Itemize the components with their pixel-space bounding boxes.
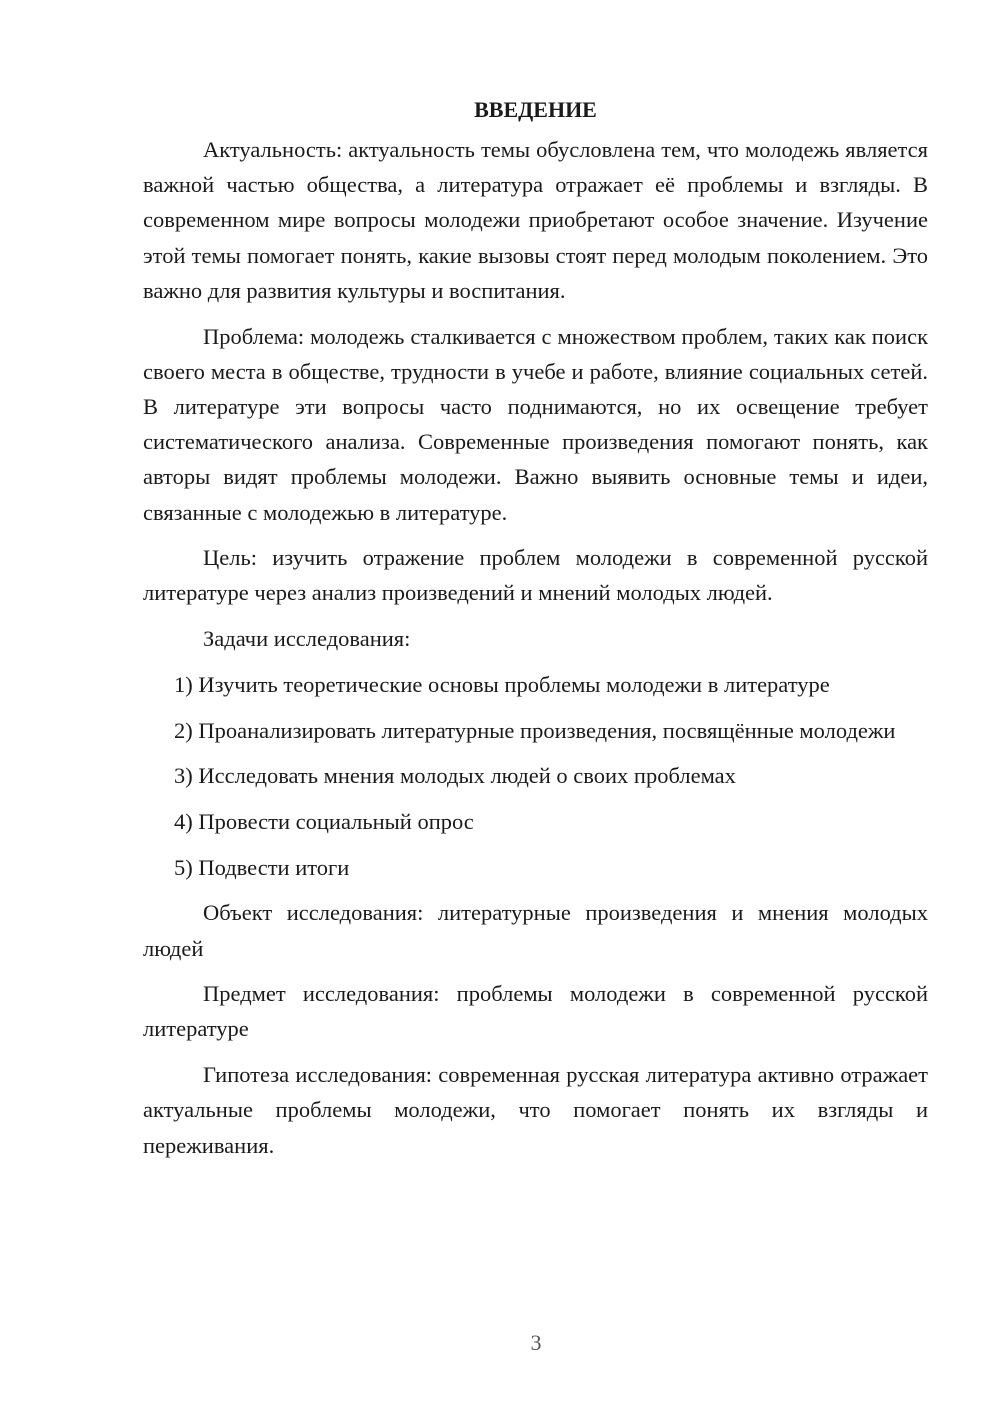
task-item-1: 1) Изучить теоретические основы проблемы молодежи в литературе [174, 671, 830, 697]
paragraph-object: Объект исследования: литературные произведения и мнения молодых людей [143, 900, 928, 961]
task-item-4: 4) Провести социальный опрос [174, 808, 474, 834]
paragraph-problem: Проблема: молодежь сталкивается с множеством проблем, таких как поиск своего места в обществе, трудности в учебе и работе, влияние социальных сетей. В литературе эти вопросы часто поднимаются, но их освещение требует систематического анализа. Современные произведения помогают понять, как авторы видят проблемы молодежи. Важно выявить основные темы и идеи, связанные с молодежью в литературе. [143, 323, 928, 525]
task-item-2: 2) Проанализировать литературные произведения, посвящённые молодежи [174, 717, 896, 743]
paragraph-subject: Предмет исследования: проблемы молодежи в современной русской литературе [143, 981, 928, 1042]
page-number: 3 [530, 1330, 542, 1355]
paragraph-relevance: Актуальность: актуальность темы обусловлена тем, что молодежь является важной частью общества, а литература отражает её проблемы и взгляды. В современном мире вопросы молодежи приобретают особое значение. Изучение этой темы помогает понять, какие вызовы стоят перед молодым поколением. Это важно для развития культуры и воспитания. [143, 137, 928, 303]
paragraph-hypothesis: Гипотеза исследования: современная русская литература активно отражает актуальные проблемы молодежи, что помогает понять их взгляды и переживания. [143, 1062, 928, 1158]
task-item-5: 5) Подвести итоги [174, 854, 350, 880]
tasks-heading: Задачи исследования: [203, 626, 411, 652]
task-item-3: 3) Исследовать мнения молодых людей о своих проблемах [174, 763, 736, 789]
section-title: ВВЕДЕНИЕ [474, 97, 597, 122]
document-page [143, 92, 928, 1173]
paragraph-goal: Цель: изучить отражение проблем молодежи в современной русской литературе через анализ произведений и мнений молодых людей. [143, 545, 928, 606]
